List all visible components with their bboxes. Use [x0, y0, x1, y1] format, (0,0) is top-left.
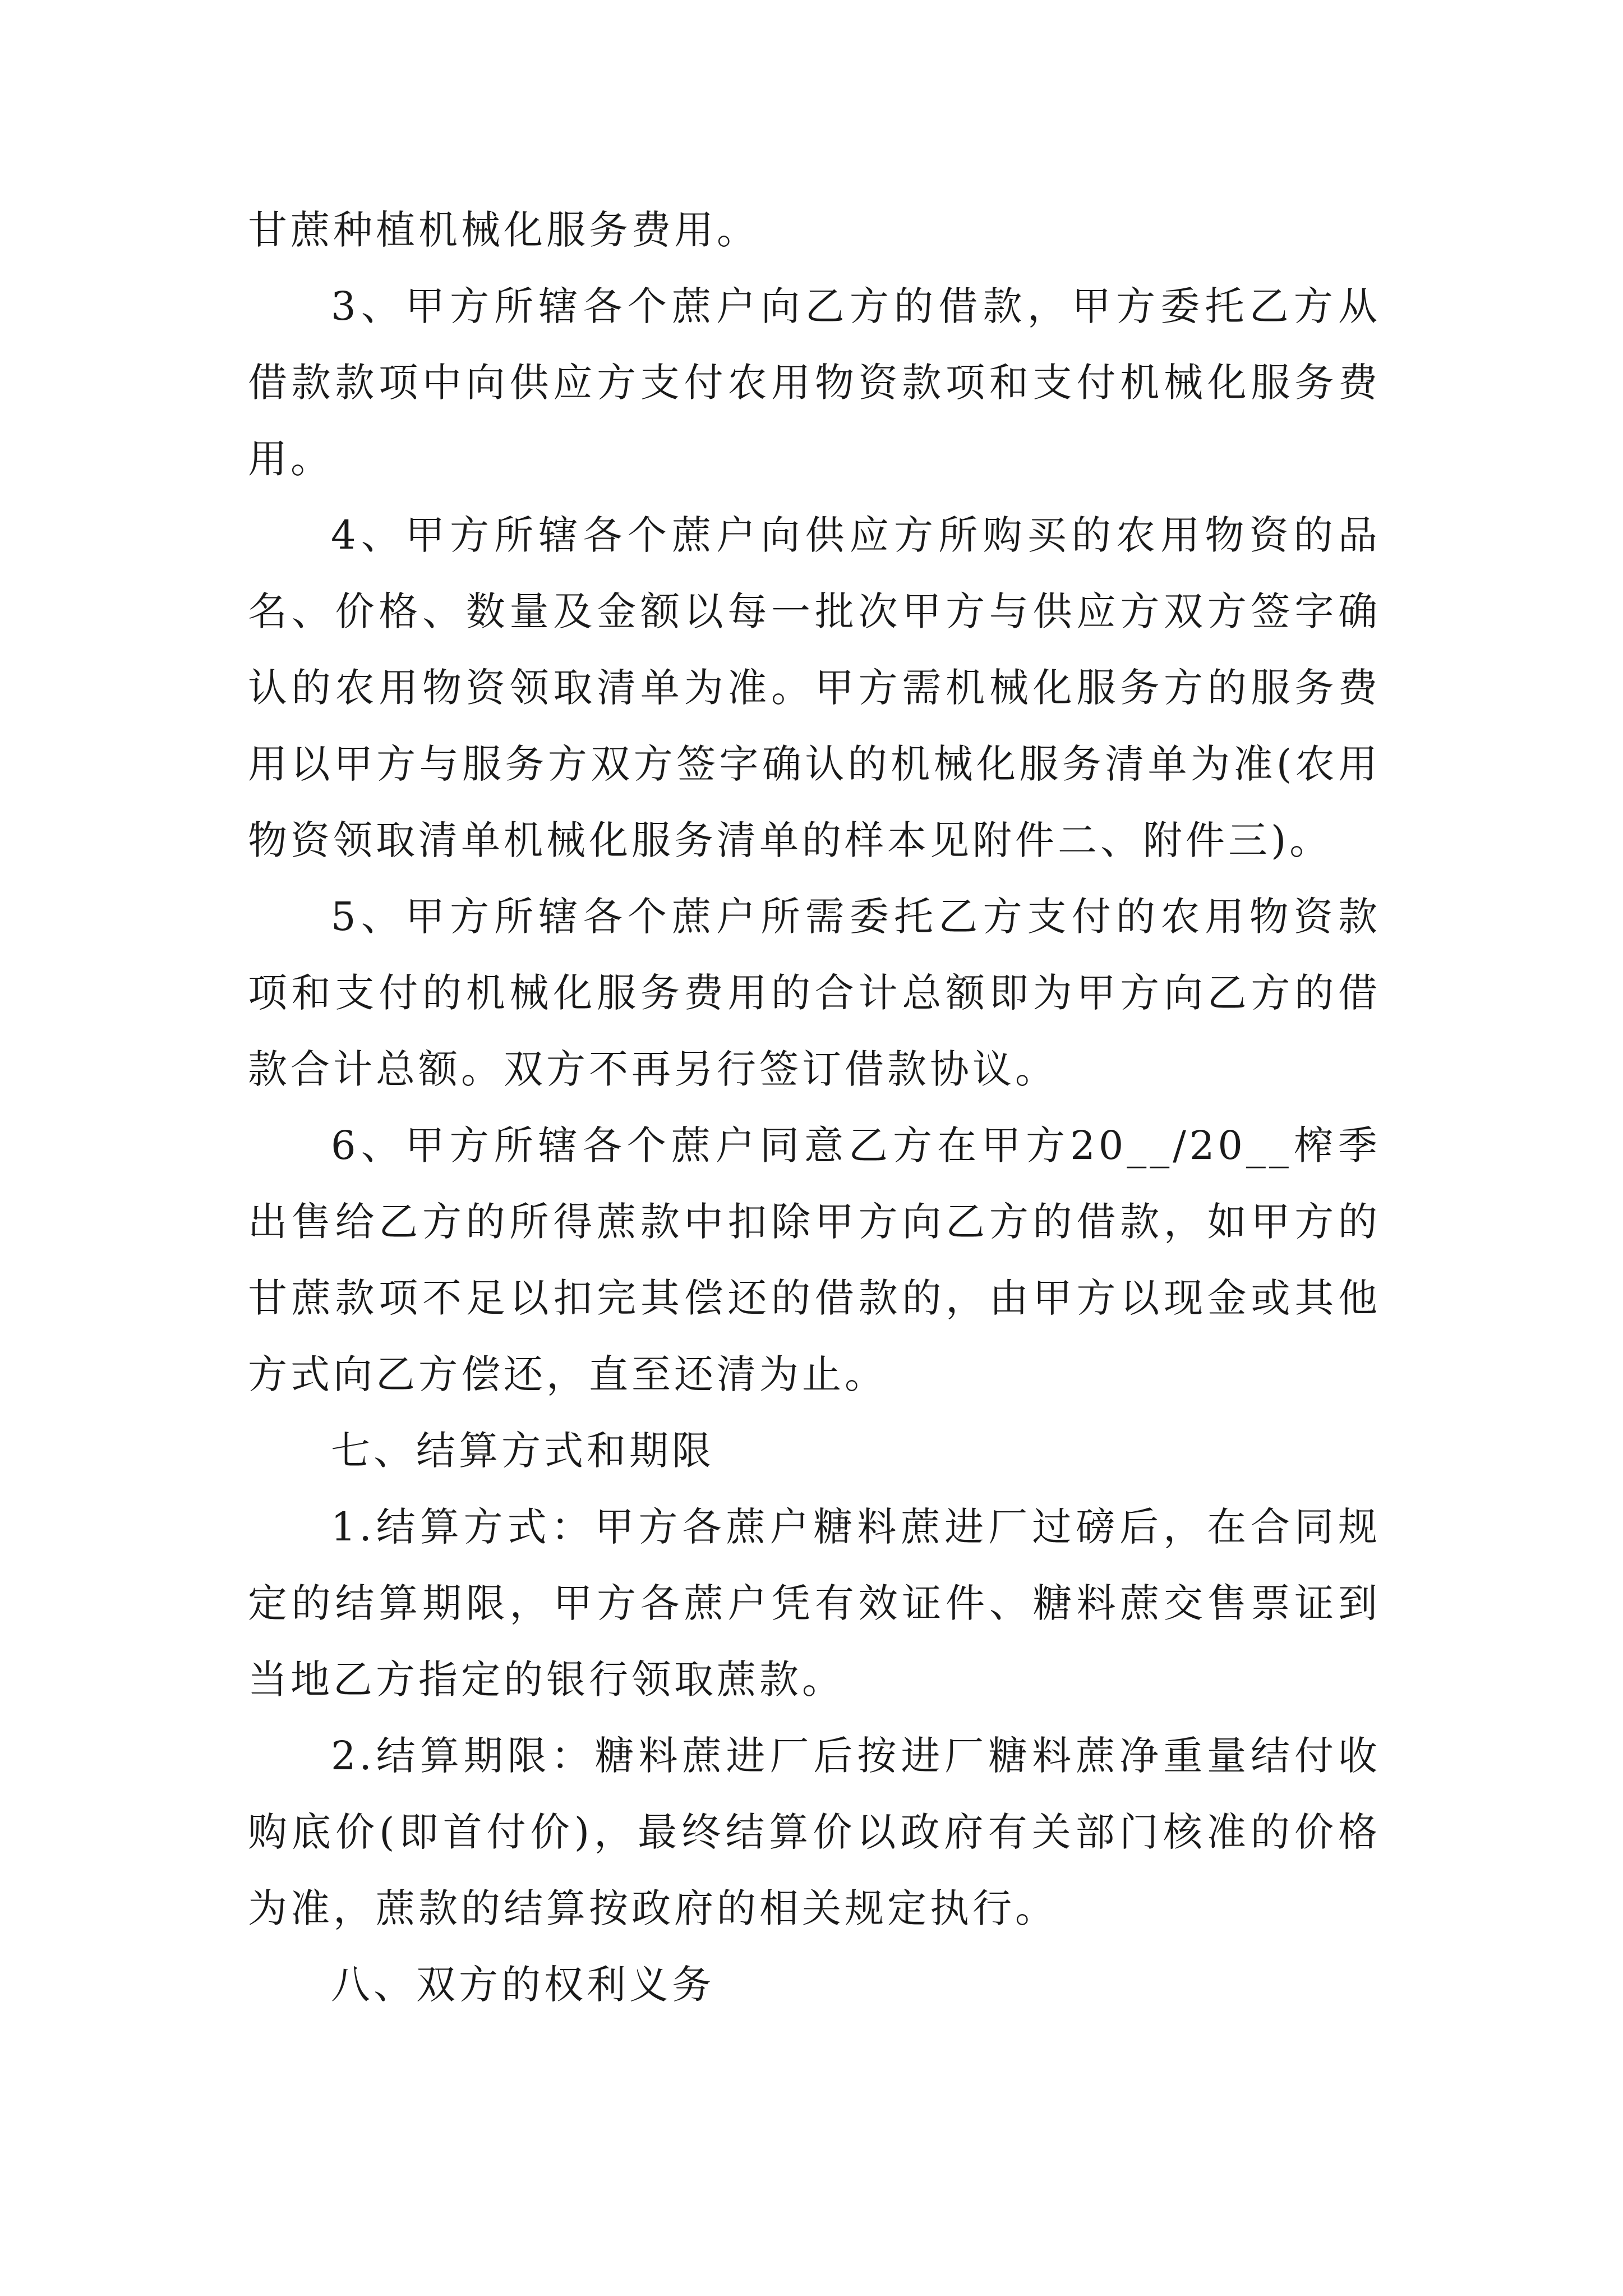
document-body — [248, 192, 1381, 2023]
section-heading-rights-obligations: 八、双方的权利义务 — [331, 1962, 714, 2008]
paragraph-settlement-period: 2.结算期限：糖料蔗进厂后按进厂糖料蔗净重量结付收购底价(即首付价)，最终结算价以政府有关部门核准的价格为准，蔗款的结算按政府的相关规定执行。 — [248, 1733, 1381, 1931]
paragraph-continuation: 甘蔗种植机械化服务费用。 — [248, 207, 759, 253]
paragraph-item-5: 5、甲方所辖各个蔗户所需委托乙方支付的农用物资款项和支付的机械化服务费用的合计总额即为甲方向乙方的借款合计总额。双方不再另行签订借款协议。 — [248, 894, 1381, 1092]
paragraph-settlement-method: 1.结算方式：甲方各蔗户糖料蔗进厂过磅后，在合同规定的结算期限，甲方各蔗户凭有效证件、糖料蔗交售票证到当地乙方指定的银行领取蔗款。 — [248, 1504, 1381, 1703]
paragraph-item-4: 4、甲方所辖各个蔗户向供应方所购买的农用物资的品名、价格、数量及金额以每一批次甲方与供应方双方签字确认的农用物资领取清单为准。甲方需机械化服务方的服务费用以甲方与服务方双方签字确认的机械化服务清单为准(农用物资领取清单机械化服务清单的样本见附件二、附件三)。 — [248, 512, 1381, 863]
paragraph-item-3: 3、甲方所辖各个蔗户向乙方的借款，甲方委托乙方从借款款项中向供应方支付农用物资款项和支付机械化服务费用。 — [248, 283, 1381, 482]
paragraph-item-6: 6、甲方所辖各个蔗户同意乙方在甲方20__/20__榨季出售给乙方的所得蔗款中扣除甲方向乙方的借款，如甲方的甘蔗款项不足以扣完其偿还的借款的，由甲方以现金或其他方式向乙方偿还，直至还清为止。 — [248, 1122, 1381, 1397]
section-heading-settlement: 七、结算方式和期限 — [331, 1428, 714, 1474]
